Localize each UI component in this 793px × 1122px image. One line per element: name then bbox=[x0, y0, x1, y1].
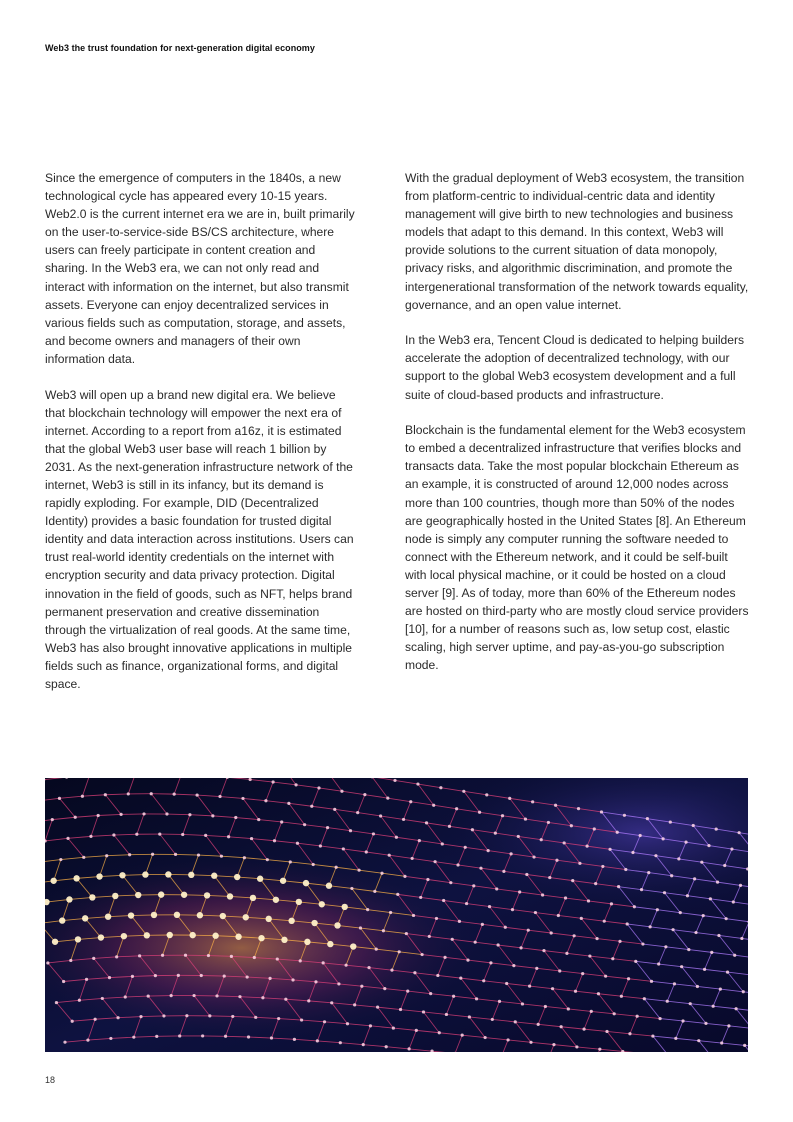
right-paragraph-3: Blockchain is the fundamental element for the Web3 ecosystem to embed a decentralized infrastructure that verifies blocks and transacts data. Take the most popular blockchain Ethereum as an example, it is constructed of around 12,000 nodes across more than 100 countries, though more than 50% of the nodes are geographically hosted in the United States [8]. An Ethereum node is simply any computer running the software needed to connect with the Ethereum network, and it could be self-built with local physical machine, or it could be hosted on a cloud server [9]. As of today, more than 60% of the Ethereum nodes are hosted on third-party who are mostly cloud service providers [10], for a number of reasons such as, low setup cost, elastic scaling, high server uptime, and pay-as-you-go subscription mode. bbox=[405, 423, 749, 673]
right-paragraph-1: With the gradual deployment of Web3 ecosystem, the transition from platform-centric to individual-centric data and identity management will give birth to new technologies and business models that adapt to this demand. In this context, Web3 will provide solutions to the current situation of data monopoly, privacy risks, and algorithmic discrimination, and promote the intergenerational transformation of the network towards equality, governance, and an open value internet. bbox=[405, 171, 749, 312]
right-paragraph-2: In the Web3 era, Tencent Cloud is dedicated to helping builders accelerate the adoption of decentralized technology, with our support to the global Web3 ecosystem development and a full suite of cloud-based products and infrastructure. bbox=[405, 333, 745, 402]
hexagon-network-image bbox=[45, 778, 748, 1052]
left-column bbox=[45, 169, 357, 711]
running-header: Web3 the trust foundation for next-generation digital economy bbox=[45, 43, 315, 53]
hexagon-network-icon bbox=[45, 778, 748, 1052]
left-paragraph-2: Web3 will open up a brand new digital era. We believe that blockchain technology will empower the next era of internet. According to a report from a16z, it is estimated that the global Web3 user base will reach 1 billion by 2031. As the next-generation infrastructure network of the internet, Web3 is still in its infancy, but its demand is rapidly exploding. For example, DID (Decentralized Identity) provides a basic foundation for trusted digital identity and data interaction across institutions. Users can trust real-world identity credentials on the internet with encryption security and data privacy protection. Digital innovation in the field of goods, such as NFT, helps brand permanent preservation and creative dissemination through the virtualization of real goods. At the same time, Web3 has also brought innovative applications in multiple fields such as finance, organizational forms, and digital space. bbox=[45, 387, 354, 692]
right-column bbox=[405, 169, 750, 692]
left-paragraph-1: Since the emergence of computers in the 1840s, a new technological cycle has appeared every 10-15 years. Web2.0 is the current internet era we are in, built primarily on the user-to-service-side BS/CS architecture, where users can freely participate in content creation and sharing. In the Web3 era, we can not only read and interact with information on the internet, but also transmit assets. Everyone can enjoy decentralized services in various fields such as computation, storage, and assets, and become owners and managers of their own information data. bbox=[45, 171, 355, 366]
page-number: 18 bbox=[45, 1075, 56, 1085]
